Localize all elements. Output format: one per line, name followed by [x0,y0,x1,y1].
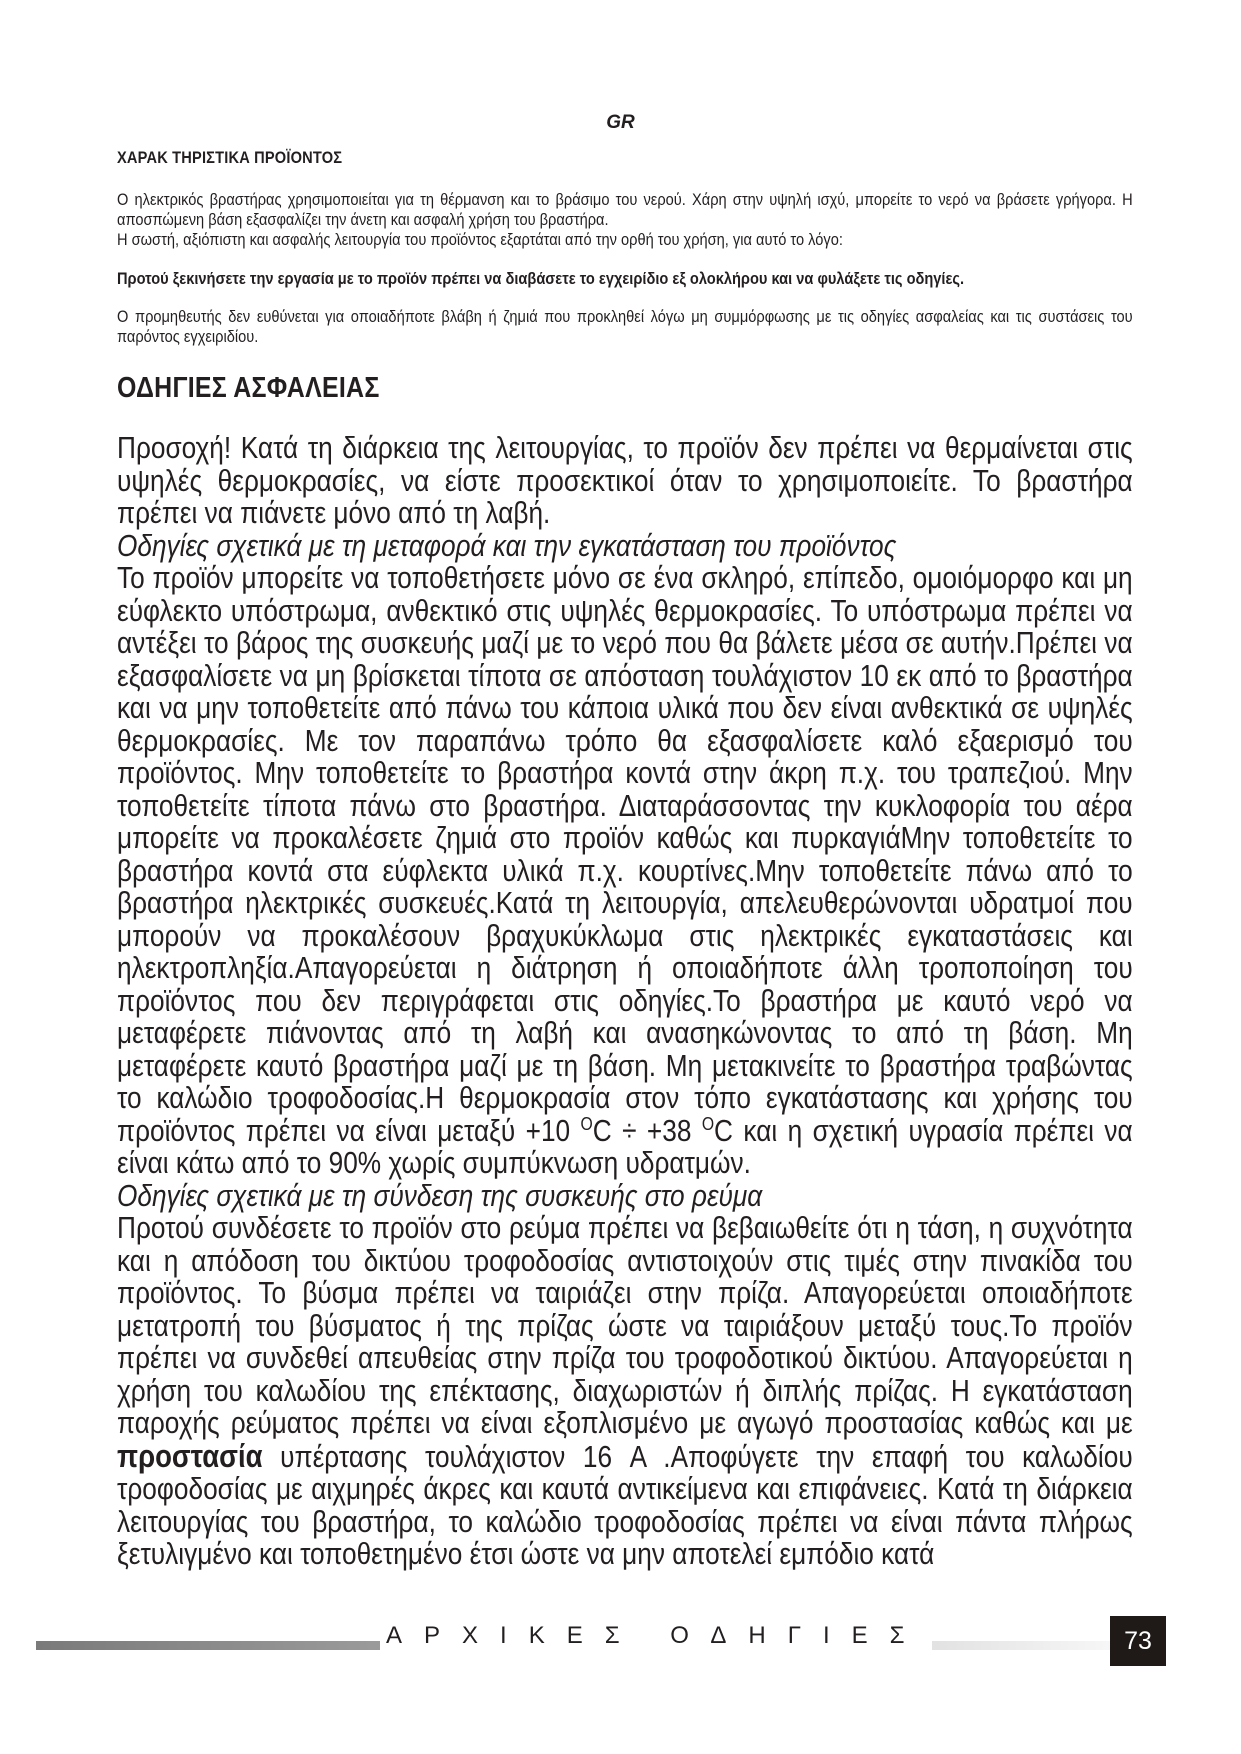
footer-section-title: ΑΡΧΙΚΕΣ ΟΔΗΓΙΕΣ [380,1622,932,1650]
language-code: GR [606,112,635,133]
intro-usage-paragraph: Η σωστή, αξιόπιστη και ασφαλής λειτουργία του προϊόντος εξαρτάται από την ορθή του χρήση, για αυτό το λόγο: [117,230,843,249]
transport-text-b: C ÷ +38 [592,1113,702,1148]
warning-paragraph: Προσοχή! Κατά τη διάρκεια της λειτουργίας, το προϊόν δεν πρέπει να θερμαίνεται στις υψηλές θερμοκρασίες, να είστε προσεκτικοί όταν το χρησιμοποιείτε. Το βραστήρα πρέπει να πιάνετε μόνο από τη λαβή. [117,431,1133,530]
power-heading: Οδηγίες σχετικά με τη σύνδεση της συσκευής στο ρεύμα [117,1178,763,1213]
read-manual-notice: Προτού ξεκινήσετε την εργασία με το προϊόν πρέπει να διαβάσετε το εγχειρίδιο εξ ολοκλήρου και να φυλάξετε τις οδηγίες. [117,269,965,288]
power-text-b: υπέρτασης τουλάχιστον 16 A .Αποφύγετε την επαφή του καλωδίου τροφοδοσίας με αιχμηρές άκρες και καυτά αντικείμενα και επιφάνειες. Κατά τη διάρκεια λειτουργίας του βραστήρα, το καλώδιο τροφοδοσίας πρέπει να είναι πάντα πλήρως ξετυλιγμένο και τοποθετημένο έτσι ώστε να μην αποτελεί εμπόδιο κατά [117,1439,1133,1571]
product-features-heading: ΧΑΡΑΚ ΤΗΡΙΣΤΙΚΑ ΠΡΟΪΟΝΤΟΣ [117,148,343,167]
safety-heading: ΟΔΗΓΙΕΣ ΑΣΦΑΛΕΙΑΣ [117,372,380,404]
transport-text-a: Το προϊόν μπορείτε να τοποθετήσετε μόνο σε ένα σκληρό, επίπεδο, ομοιόμορφο και μη εύφλεκτο υπόστρωμα, ανθεκτικό στις υψηλές θερμοκρασίες. Το υπόστρωμα πρέπει να αντέξει το βάρος της συσκευής μαζί με το νερό που θα βάλετε μέσα σε αυτήν.Πρέπει να εξασφαλίσετε να μη βρίσκεται τίποτα σε απόσταση τουλάχιστον 10 εκ από το βραστήρα και να μην τοποθετείτε από πάνω του κάποια υλικά που δεν είναι ανθεκτικά σε υψηλές θερμοκρασίες. Με τον παραπάνω τρόπο θα εξασφαλίσετε καλό εξαερισμό του προϊόντος. Μην τοποθετείτε το βραστήρα κοντά στην άκρη π.χ. του τραπεζιού. Μην τοποθετείτε τίποτα πάνω στο βραστήρα. Διαταράσσοντας την κυκλοφορία του αέρα μπορείτε να προκαλέσετε ζημιά στο προϊόν καθώς και πυρκαγιάΜην τοποθετείτε το βραστήρα κοντά στα εύφλεκτα υλικά π.χ. κουρτίνες.Μην τοποθετείτε πάνω από το βραστήρα ηλεκτρικές συσκευές.Κατά τη λειτουργία, απελευθερώνονται υδρατμοί που μπορούν να προκαλέσουν βραχυκύκλωμα στις ηλεκτρικές εγκαταστάσεις και ηλεκτροπληξία.Απαγορεύεται η διάτρηση ή οποιαδήποτε άλλη τροποποίηση του προϊόντος που δεν περιγράφεται στις οδηγίες.Το βραστήρα με καυτό νερό να μεταφέρετε πιάνοντας από τη λαβή και ανασηκώνοντας το από τη βάση. Μη μεταφέρετε καυτό βραστήρα μαζί με τη βάση. Μη μετακινείτε το βραστήρα τραβώντας το καλώδιο τροφοδοσίας.Η θερμοκρασία στον τόπο εγκατάστασης και χρήσης του προϊόντος πρέπει να είναι μεταξύ +10 [117,561,1133,1148]
power-text-a: Προτού συνδέσετε το προϊόν στο ρεύμα πρέπει να βεβαιωθείτε ότι η τάση, η συχνότητα και η απόδοση του δικτύου τροφοδοσίας αντιστοιχούν στις τιμές στην πινακίδα του προϊόντος. Το βύσμα πρέπει να ταιριάζει στην πρίζα. Απαγορεύεται οποιαδήποτε μετατροπή του βύσματος ή της πρίζας ώστε να ταιριάξουν μεταξύ τους.Το προϊόν πρέπει να συνδεθεί απευθείας στην πρίζα του τροφοδοτικού δικτύου. Απαγορεύεται η χρήση του καλωδίου της επέκτασης, διαχωριστών ή διπλής πρίζας. Η εγκατάσταση παροχής ρεύματος πρέπει να είναι εξοπλισμένο με αγωγό προστασίας καθώς και με [117,1211,1133,1440]
intro-paragraph: Ο ηλεκτρικός βραστήρας χρησιμοποιείται για τη θέρμανση και το βράσιμο του νερού. Χάρη στην υψηλή ισχύ, μπορείτε το νερό να βράσετε γρήγορα. Η αποσπώμενη βάση εξασφαλίζει την άνετη και ασφαλή χρήση του βραστήρα. [117,190,1133,229]
page-number: 73 [1110,1616,1166,1666]
intro-section [117,148,1133,1571]
degree-symbol: O [580,1112,593,1134]
page-content [117,148,1133,1571]
power-emphasis: προστασία [117,1437,263,1474]
transport-text-c: C και η σχετική υγρασία πρέπει να είναι κάτω από το 90% χωρίς συμπύκνωση υδρατμών. [117,1113,1133,1180]
degree-symbol: O [701,1112,715,1134]
transport-paragraph [117,562,1133,1180]
transport-heading: Οδηγίες σχετικά με τη μεταφορά και την εγκατάσταση του προϊόντος [117,528,897,563]
disclaimer-paragraph: Ο προμηθευτής δεν ευθύνεται για οποιαδήποτε βλάβη ή ζημιά που προκληθεί λόγω μη συμμόρφωσης με τις οδηγίες ασφαλείας και τις συστάσεις του παρόντος εγχειριδίου. [117,307,1133,346]
power-paragraph [117,1212,1133,1571]
